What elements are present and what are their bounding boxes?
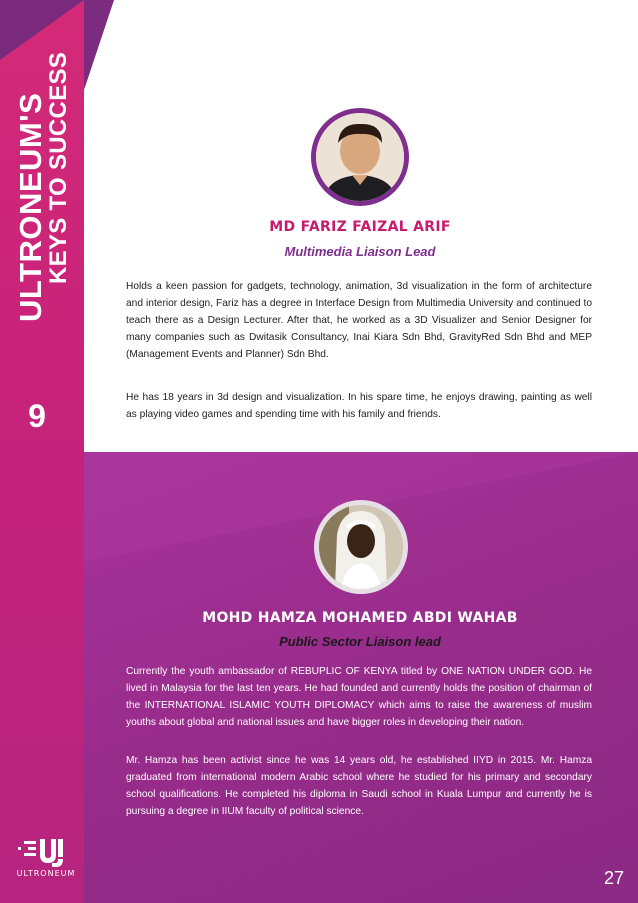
person-avatar-icon bbox=[316, 113, 404, 201]
profile-role: Public Sector Liaison lead bbox=[279, 634, 441, 649]
profile-name: MOHD HAMZA MOHAMED ABDI WAHAB bbox=[202, 610, 518, 626]
page-number: 27 bbox=[603, 868, 624, 888]
ultroneum-logo bbox=[14, 835, 78, 885]
profile-bio-paragraph: Currently the youth ambassador of REBUPLIC OF KENYA titled by ONE NATION UNDER GOD. He lived in Malaysia for the last ten years. He had founded and currently holds the position of chairman of the INTERNATIONAL ISLAMIC YOUTH DIPLOMACY which aims to raise the awareness of muslim youths about global and national issues and have bigger roles in developing their nation. bbox=[126, 666, 592, 728]
title-line-2: KEYS TO SUCCESS bbox=[45, 51, 72, 284]
profile-bio-paragraph: Mr. Hamza has been activist since he was 14 years old, he established IIYD in 2015. Mr. Hamza graduated from international modern Arabic school where he studied for his primary and secondary school qualifications. He completed his diploma in Saudi school in Kuala Lumpur and currently he is pursuing a degree in IIUM faculty of political science. bbox=[126, 755, 592, 817]
logo-mark-icon bbox=[14, 835, 78, 869]
chapter-number: 9 bbox=[28, 398, 46, 434]
profile-photo-fariz bbox=[311, 108, 409, 206]
profile-photo-hamza bbox=[314, 500, 408, 594]
person-avatar-icon bbox=[319, 505, 403, 589]
logo-text: ULTRONEUM bbox=[16, 869, 76, 878]
profile-bio-paragraph: He has 18 years in 3d design and visualization. In his spare time, he enjoys drawing, painting as well as playing video games and spending time with his family and friends. bbox=[126, 392, 592, 420]
vertical-section-title bbox=[13, 51, 72, 322]
profile-bio-paragraph: Holds a keen passion for gadgets, technology, animation, 3d visualization in the form of architecture and interior design, Fariz has a degree in Interface Design from Multimedia University and continued to teach there as a Design Lecturer. After that, he worked as a 3D Visualizer and Senior Designer for many companies such as Dwitasik Consultancy, Inai Kiara Sdn Bhd, GravityRed Sdn Bhd and MEP (Management Events and Planner) Sdn Bhd. bbox=[126, 281, 592, 360]
white-panel-corner bbox=[84, 0, 114, 90]
title-line-1: ULTRONEUM'S bbox=[13, 92, 48, 322]
profile-name: MD FARIZ FAIZAL ARIF bbox=[269, 219, 451, 235]
profile-role: Multimedia Liaison Lead bbox=[284, 244, 436, 259]
